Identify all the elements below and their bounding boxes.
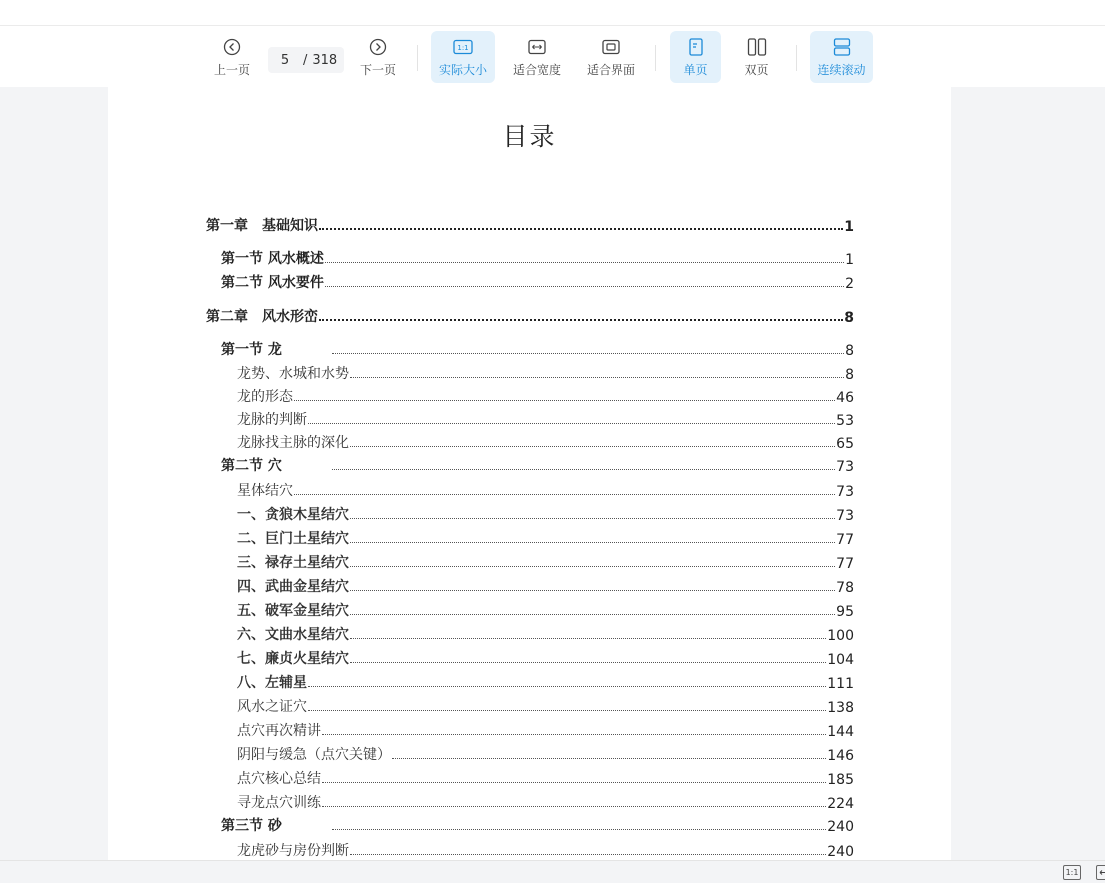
toc-entry-title: 点穴再次精讲 <box>237 723 321 739</box>
toc-entry[interactable] <box>237 480 854 500</box>
toc-entry-page: 8 <box>845 367 854 383</box>
toolbar-divider <box>796 45 797 71</box>
toc-entry[interactable] <box>221 272 854 292</box>
continuous-scroll-button[interactable] <box>810 31 873 83</box>
toc-entry-title: 第三节 砂 <box>221 818 282 834</box>
fit-page-icon <box>600 36 622 58</box>
current-page-input[interactable]: 5 <box>280 52 290 68</box>
toc-entry-title: 星体结穴 <box>237 483 293 499</box>
actual-size-label: 实际大小 <box>438 63 487 77</box>
toc-entry-title: 龙脉找主脉的深化 <box>237 435 349 451</box>
statusbar-fit-width-icon[interactable] <box>1096 865 1105 880</box>
toolbar-divider <box>417 45 418 71</box>
reader-toolbar <box>0 26 1105 87</box>
toc-entry-page: 78 <box>836 580 854 596</box>
prev-page-button[interactable] <box>204 31 260 83</box>
toc-entry-title: 第一节 风水概述 <box>221 251 324 267</box>
toc-entry[interactable] <box>237 552 854 572</box>
toc-entry[interactable] <box>237 432 854 452</box>
toc-entry-title: 四、武曲金星结穴 <box>237 579 349 595</box>
toc-entry[interactable] <box>237 840 854 860</box>
toc-entry-page: 100 <box>827 628 854 644</box>
toc-entry[interactable] <box>237 504 854 524</box>
toc-entry[interactable] <box>237 386 854 406</box>
toc-entry[interactable] <box>237 600 854 620</box>
actual-size-button[interactable] <box>431 31 495 83</box>
toc-entry-page: 144 <box>827 724 854 740</box>
toc-entry-page: 8 <box>845 343 854 359</box>
toolbar-divider <box>655 45 656 71</box>
toc-entry-page: 146 <box>827 748 854 764</box>
toc-entry-page: 65 <box>836 436 854 452</box>
single-page-button[interactable] <box>670 31 721 83</box>
toc-entry-page: 111 <box>827 676 854 692</box>
toc-entry[interactable] <box>221 339 854 359</box>
toc-entry-page: 185 <box>827 772 854 788</box>
toc-entry-title: 寻龙点穴训练 <box>237 795 321 811</box>
toc-entry[interactable] <box>237 768 854 788</box>
continuous-scroll-icon <box>831 36 853 58</box>
toc-entry[interactable] <box>237 363 854 383</box>
toc-entry-page: 95 <box>836 604 854 620</box>
fit-page-button[interactable] <box>579 31 643 83</box>
toc-entry-page: 77 <box>836 556 854 572</box>
toc-entry[interactable] <box>221 455 854 475</box>
continuous-scroll-label: 连续滚动 <box>817 63 866 77</box>
single-page-label: 单页 <box>683 63 708 77</box>
toc-entry-title: 第二节 风水要件 <box>221 275 324 291</box>
next-page-label: 下一页 <box>359 63 396 77</box>
actual-size-icon-text: 1:1 <box>457 44 469 52</box>
document-viewer[interactable] <box>0 87 1105 860</box>
toc-entry-page: 73 <box>836 484 854 500</box>
toc-entry-title: 二、巨门土星结穴 <box>237 531 349 547</box>
toc-entry[interactable] <box>237 672 854 692</box>
toc-entry-title: 五、破军金星结穴 <box>237 603 349 619</box>
next-page-button[interactable] <box>350 31 406 83</box>
statusbar-actual-size-button[interactable]: 1:1 <box>1063 865 1081 880</box>
toc-entry[interactable] <box>237 528 854 548</box>
toc-entry[interactable] <box>206 306 854 326</box>
document-page <box>108 87 951 860</box>
toc-entry-title: 阴阳与缓急（点穴关键） <box>237 747 391 763</box>
page-indicator <box>268 47 344 73</box>
toc-entry[interactable] <box>206 215 854 235</box>
toc-entry[interactable] <box>237 696 854 716</box>
chevron-right-circle-icon <box>367 36 389 58</box>
fit-width-label: 适合宽度 <box>512 63 561 77</box>
toc-entry[interactable] <box>221 815 854 835</box>
toc-entry-title: 点穴核心总结 <box>237 771 321 787</box>
toc-entry-page: 240 <box>827 844 854 860</box>
single-page-icon <box>685 36 707 58</box>
toc-entry-page: 2 <box>845 276 854 292</box>
toc-heading: 目录 <box>502 122 557 151</box>
toc-entry-page: 8 <box>844 310 854 326</box>
toc-entry-title: 一、贪狼木星结穴 <box>237 507 349 523</box>
chevron-left-circle-icon <box>221 36 243 58</box>
toc-entry-page: 240 <box>827 819 854 835</box>
fit-width-button[interactable] <box>505 31 569 83</box>
toc-entry-page: 1 <box>844 219 854 235</box>
toc-entry[interactable] <box>237 648 854 668</box>
toc-entry-title: 第一章 基础知识 <box>206 218 318 234</box>
fit-page-label: 适合界面 <box>586 63 635 77</box>
toc-entry-title: 第二节 穴 <box>221 458 282 474</box>
toc-entry-page: 53 <box>836 413 854 429</box>
toc-entry-page: 1 <box>845 252 854 268</box>
toc-entry-title: 第一节 龙 <box>221 342 282 358</box>
toc-entry-page: 104 <box>827 652 854 668</box>
toc-entry-page: 46 <box>836 390 854 406</box>
toc-entry-title: 龙脉的判断 <box>237 412 307 428</box>
toc-entry-title: 八、左辅星 <box>237 675 307 691</box>
double-page-button[interactable] <box>731 31 782 83</box>
toc-entry-title: 第二章 风水形峦 <box>206 309 318 325</box>
toc-entry-title: 六、文曲水星结穴 <box>237 627 349 643</box>
toc-entry-page: 73 <box>836 459 854 475</box>
status-bar <box>0 860 1105 882</box>
toc-entry-title: 七、廉贞火星结穴 <box>237 651 349 667</box>
double-page-icon <box>746 36 768 58</box>
toc-entry[interactable] <box>237 720 854 740</box>
toc-entry-title: 龙虎砂与房份判断 <box>237 843 349 859</box>
toc-entry[interactable] <box>237 576 854 596</box>
actual-size-icon <box>452 36 474 58</box>
toc-entry-page: 224 <box>827 796 854 812</box>
toc-entry[interactable] <box>237 409 854 429</box>
total-pages: 318 <box>312 52 338 68</box>
toc-entry-title: 龙的形态 <box>237 389 293 405</box>
prev-page-label: 上一页 <box>213 63 250 77</box>
toc-entry-page: 77 <box>836 532 854 548</box>
double-page-label: 双页 <box>744 63 769 77</box>
toc-entry-page: 73 <box>836 508 854 524</box>
toc-entry-title: 风水之证穴 <box>237 699 307 715</box>
toc-entry[interactable] <box>221 248 854 268</box>
toc-entry-title: 三、禄存土星结穴 <box>237 555 349 571</box>
toc-entry-title: 龙势、水城和水势 <box>237 366 349 382</box>
toc-entry[interactable] <box>237 792 854 812</box>
toc-entry[interactable] <box>237 624 854 644</box>
fit-width-icon <box>526 36 548 58</box>
window-top-strip <box>0 0 1105 26</box>
toc-entry-page: 138 <box>827 700 854 716</box>
toc-entry[interactable] <box>237 744 854 764</box>
page-separator: / <box>303 52 308 68</box>
